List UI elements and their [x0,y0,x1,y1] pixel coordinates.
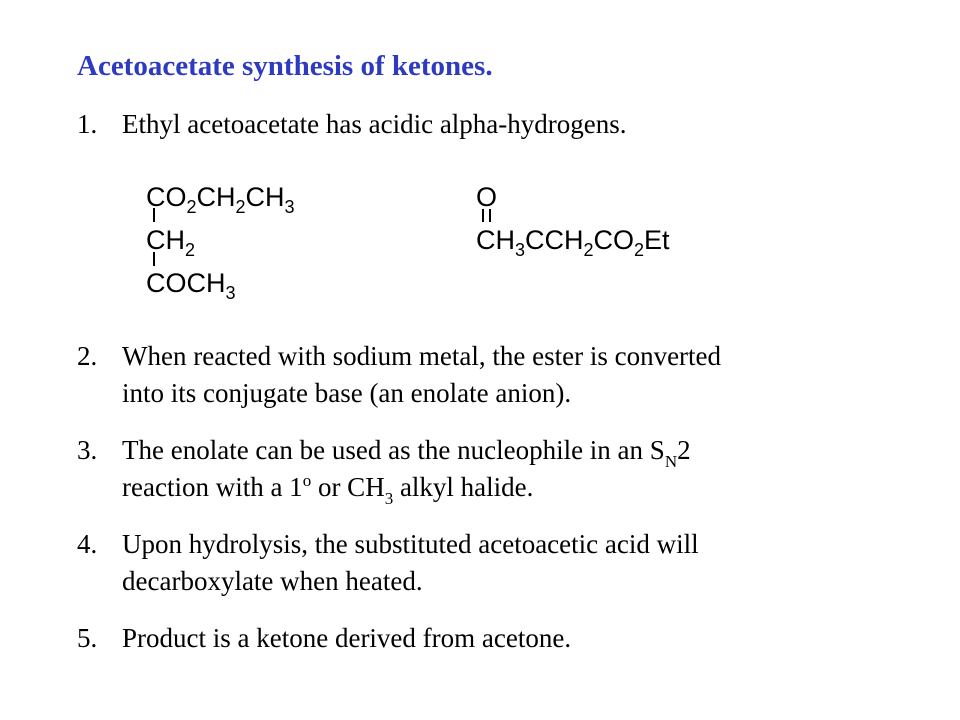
structure2-main: $CH_3CCH_2CO_2Et$ [476,225,670,260]
item-text: Product is a ketone derived from acetone. [122,623,572,653]
item-text: Ethyl acetoacetate has acidic alpha-hydrogens. [122,109,627,139]
slide-title: Acetoacetate synthesis of ketones. [77,50,493,82]
item-number: 5. [77,623,98,653]
structure1-row2: $CH_2$ [146,225,196,260]
item-text: When reacted with sodium metal, the ester is converted into its conjugate base (an enolate anion). [122,341,722,408]
double-bond-line [489,209,491,222]
item-number: 1. [77,109,98,139]
double-bond-line [482,209,484,222]
bond-line [153,252,155,266]
item-text: Upon hydrolysis, the substituted acetoacetic acid will decarboxylate when heated. [122,529,699,596]
bond-line [153,208,155,222]
structure2-oxygen: O [476,182,498,212]
item-number: 4. [77,529,98,559]
structure1-row1: $CO_2CH_2CH_3$ [146,182,295,217]
item-number: 2. [77,341,98,371]
structure1-row3: $COCH_3$ [146,268,236,303]
item-text: The enolate can be used as the nucleophile in an $S_N2$ reaction with a 1$^o$ or $CH_3$ alkyl halide. [122,435,691,508]
item-number: 3. [77,435,98,465]
